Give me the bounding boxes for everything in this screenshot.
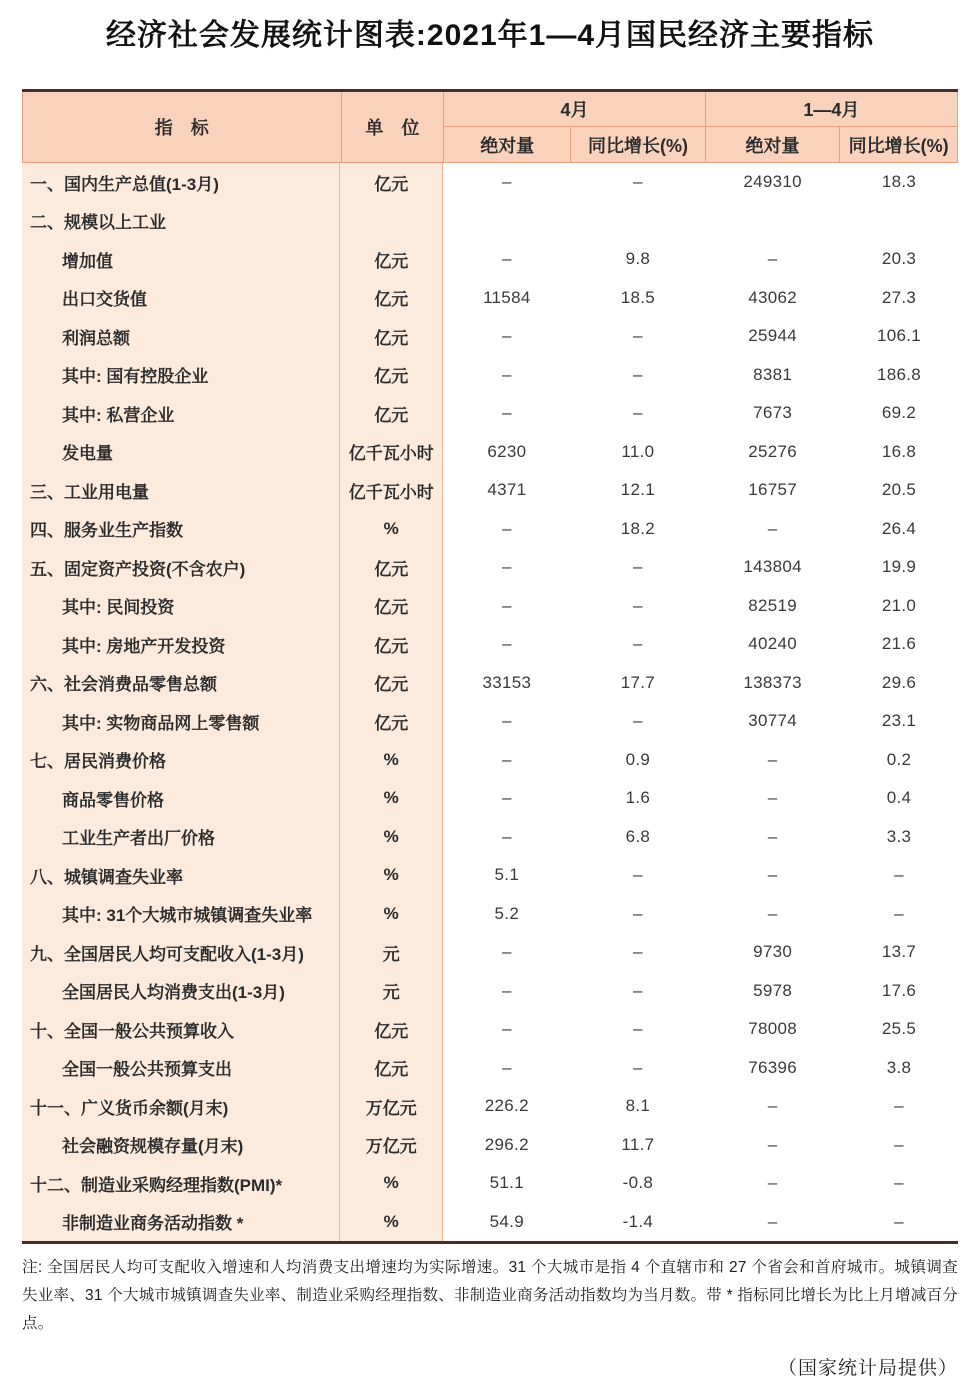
cum-yoy-cell: 29.6	[881, 672, 917, 692]
unit-cell: 万亿元	[340, 1087, 443, 1126]
table-row	[22, 1126, 958, 1165]
cum-yoy-cell: 0.4	[886, 788, 912, 808]
unit-cell: %	[340, 741, 443, 780]
indicator-cell: 其中: 实物商品网上零售额	[22, 702, 340, 741]
unit-cell: 亿元	[340, 1010, 443, 1049]
cum-absolute-cell: 143804	[743, 557, 802, 577]
indicator-cell: 十一、广义货币余额(月末)	[22, 1087, 340, 1126]
table-row	[22, 433, 958, 472]
april-absolute-cell: –	[501, 788, 512, 808]
table-row	[22, 1087, 958, 1126]
april-yoy-cell: 18.2	[620, 518, 655, 538]
indicator-cell: 商品零售价格	[22, 779, 340, 818]
april-yoy-cell: –	[632, 326, 643, 346]
cum-absolute-cell: –	[767, 1134, 778, 1154]
indicator-cell: 其中: 房地产开发投资	[22, 625, 340, 664]
table-row	[22, 1049, 958, 1088]
april-yoy-cell: –	[632, 980, 643, 1000]
cum-absolute-cell: 138373	[743, 672, 802, 692]
attribution: （国家统计局提供）	[777, 1358, 958, 1380]
cum-absolute-cell: 7673	[753, 403, 793, 423]
cum-absolute-cell: 25944	[748, 326, 798, 346]
table-row	[22, 317, 958, 356]
april-absolute-cell: 6230	[487, 441, 527, 461]
april-absolute-cell: –	[501, 1019, 512, 1039]
april-absolute-cell: –	[501, 172, 512, 192]
table-header	[22, 92, 958, 163]
april-absolute-cell: –	[501, 980, 512, 1000]
cum-yoy-cell: 26.4	[881, 518, 917, 538]
april-yoy-cell: –	[632, 942, 643, 962]
indicator-cell: 全国一般公共预算支出	[22, 1049, 340, 1088]
cum-absolute-cell: 43062	[748, 287, 798, 307]
unit-cell: 亿元	[340, 163, 443, 202]
cum-absolute-cell: 30774	[748, 711, 798, 731]
table-row	[22, 356, 958, 395]
cum-absolute-cell: 25276	[748, 441, 798, 461]
april-yoy-cell: –	[632, 172, 643, 192]
april-yoy-cell: 12.1	[620, 480, 655, 500]
april-yoy-cell: –	[632, 634, 643, 654]
indicator-cell: 十二、制造业采购经理指数(PMI)*	[22, 1164, 340, 1203]
cum-yoy-cell: 27.3	[881, 287, 917, 307]
unit-cell: 亿元	[340, 587, 443, 626]
april-yoy-cell: 8.1	[625, 1096, 651, 1116]
unit-cell: 亿元	[340, 702, 443, 741]
table-row	[22, 1010, 958, 1049]
indicator-cell: 十、全国一般公共预算收入	[22, 1010, 340, 1049]
cum-absolute-cell: 8381	[753, 364, 793, 384]
table-row	[22, 279, 958, 318]
unit-cell: %	[340, 895, 443, 934]
cum-yoy-cell: –	[894, 865, 904, 885]
april-absolute-cell: –	[501, 942, 512, 962]
april-yoy-cell: 18.5	[620, 287, 655, 307]
indicator-cell: 其中: 私营企业	[22, 394, 340, 433]
table-row	[22, 895, 958, 934]
cum-absolute-cell: –	[767, 1096, 778, 1116]
unit-cell: 亿元	[340, 356, 443, 395]
table-row	[22, 202, 958, 241]
cum-absolute-cell: 5978	[753, 980, 793, 1000]
april-absolute-cell: 5.1	[494, 865, 520, 885]
unit-cell: 亿元	[340, 394, 443, 433]
table-row	[22, 510, 958, 549]
table-row	[22, 702, 958, 741]
april-absolute-cell: 11584	[483, 287, 531, 307]
unit-cell: 万亿元	[340, 1126, 443, 1165]
april-absolute-cell: 5.2	[494, 903, 520, 923]
april-absolute-cell: 33153	[482, 672, 532, 692]
april-absolute-cell: –	[501, 326, 512, 346]
table-row	[22, 471, 958, 510]
april-yoy-cell: –	[632, 557, 643, 577]
cum-absolute-cell	[705, 202, 840, 241]
indicator-cell: 八、城镇调查失业率	[22, 856, 340, 895]
cum-absolute-cell: 78008	[748, 1019, 798, 1039]
cum-absolute-cell: 82519	[748, 595, 798, 615]
indicator-cell: 社会融资规模存量(月末)	[22, 1126, 340, 1165]
header-indicator: 指 标	[154, 118, 209, 138]
april-absolute-cell: 296.2	[484, 1134, 529, 1154]
cum-absolute-cell: –	[767, 1173, 778, 1193]
april-yoy-cell: 17.7	[620, 672, 655, 692]
unit-cell: %	[340, 1164, 443, 1203]
april-absolute-cell: –	[501, 364, 512, 384]
indicator-cell: 七、居民消费价格	[22, 741, 340, 780]
table-row	[22, 240, 958, 279]
table-row	[22, 818, 958, 857]
cum-absolute-cell: 76396	[748, 1057, 798, 1077]
april-absolute-cell: –	[501, 249, 512, 269]
indicator-cell: 工业生产者出厂价格	[22, 818, 340, 857]
unit-cell: 亿千瓦小时	[340, 433, 443, 472]
indicator-cell: 一、国内生产总值(1-3月)	[22, 163, 340, 202]
april-absolute-cell: –	[501, 634, 512, 654]
header-cum-yoy: 同比增长(%)	[839, 127, 957, 162]
indicator-cell: 其中: 民间投资	[22, 587, 340, 626]
unit-cell: 亿元	[340, 625, 443, 664]
april-yoy-cell: –	[632, 364, 643, 384]
april-absolute-cell: –	[501, 826, 512, 846]
cum-yoy-cell: 21.0	[881, 595, 917, 615]
april-yoy-cell: –	[632, 903, 643, 923]
header-april-yoy: 同比增长(%)	[570, 127, 704, 162]
table-row	[22, 856, 958, 895]
table-row	[22, 587, 958, 626]
unit-cell: 亿元	[340, 240, 443, 279]
april-yoy-cell	[570, 202, 705, 241]
unit-cell: %	[340, 779, 443, 818]
april-yoy-cell: 1.6	[625, 788, 651, 808]
cum-absolute-cell: 16757	[748, 480, 798, 500]
indicator-cell: 四、服务业生产指数	[22, 510, 340, 549]
indicator-cell: 增加值	[22, 240, 340, 279]
cum-yoy-cell: 106.1	[876, 326, 922, 346]
indicator-cell: 利润总额	[22, 317, 340, 356]
indicator-cell: 五、固定资产投资(不含农户)	[22, 548, 340, 587]
indicators-table	[22, 89, 958, 1244]
april-yoy-cell: 11.0	[621, 441, 655, 461]
april-absolute-cell: –	[501, 595, 512, 615]
cum-yoy-cell: 20.5	[881, 480, 917, 500]
header-group-april: 4月	[443, 92, 705, 127]
unit-cell: 元	[340, 972, 443, 1011]
table-row	[22, 394, 958, 433]
indicator-cell: 出口交货值	[22, 279, 340, 318]
april-yoy-cell: –	[632, 1019, 643, 1039]
unit-cell: 亿元	[340, 279, 443, 318]
table-row	[22, 1203, 958, 1242]
april-yoy-cell: –	[632, 1057, 643, 1077]
april-yoy-cell: 0.9	[625, 749, 651, 769]
cum-absolute-cell: –	[767, 249, 778, 269]
april-absolute-cell: 51.1	[489, 1173, 524, 1193]
cum-yoy-cell: 23.1	[881, 711, 917, 731]
cum-absolute-cell: 9730	[753, 942, 793, 962]
april-yoy-cell: 6.8	[625, 826, 651, 846]
april-yoy-cell: –	[632, 865, 643, 885]
cum-absolute-cell: –	[767, 749, 778, 769]
cum-yoy-cell: 3.8	[886, 1057, 912, 1077]
cum-yoy-cell: 25.5	[881, 1019, 917, 1039]
indicator-cell: 全国居民人均消费支出(1-3月)	[22, 972, 340, 1011]
april-absolute-cell: –	[501, 749, 512, 769]
cum-yoy-cell: 19.9	[881, 557, 917, 577]
table-row	[22, 972, 958, 1011]
indicator-cell: 六、社会消费品零售总额	[22, 664, 340, 703]
unit-cell: 亿千瓦小时	[340, 471, 443, 510]
april-absolute-cell: –	[501, 403, 512, 423]
cum-absolute-cell: –	[767, 1211, 778, 1231]
cum-absolute-cell: –	[767, 518, 778, 538]
table-row	[22, 625, 958, 664]
cum-yoy-cell: 18.3	[881, 172, 917, 192]
cum-absolute-cell: –	[767, 826, 778, 846]
april-absolute-cell: 54.9	[489, 1211, 524, 1231]
april-absolute-cell: 4371	[487, 480, 527, 500]
header-unit: 单 位	[341, 92, 444, 162]
cum-absolute-cell: –	[767, 788, 778, 808]
april-yoy-cell: -0.8	[622, 1173, 654, 1193]
indicator-cell: 三、工业用电量	[22, 471, 340, 510]
cum-yoy-cell: 17.6	[881, 980, 917, 1000]
unit-cell: %	[340, 1203, 443, 1242]
cum-yoy-cell: –	[894, 1211, 904, 1231]
cum-yoy-cell: –	[894, 1096, 904, 1116]
april-yoy-cell: –	[632, 403, 643, 423]
footnote: 注: 全国居民人均可支配收入增速和人均消费支出增速均为实际增速。31 个大城市是指 4 个直辖市和 27 个省会和首府城市。城镇调查失业率、31 个大城市城镇调查失业率、制造业采购经理指数、非制造业商务活动指数均为当月数。带 * 指标同比增长为比上月增减百分点。	[22, 1259, 958, 1332]
unit-cell: 元	[340, 933, 443, 972]
cum-yoy-cell: –	[894, 1134, 904, 1154]
unit-cell: 亿元	[340, 548, 443, 587]
april-yoy-cell: -1.4	[622, 1211, 654, 1231]
indicator-cell: 发电量	[22, 433, 340, 472]
unit-cell: %	[340, 856, 443, 895]
unit-cell: 亿元	[340, 317, 443, 356]
unit-cell: 亿元	[340, 664, 443, 703]
cum-absolute-cell: 40240	[748, 634, 798, 654]
indicator-cell: 非制造业商务活动指数 *	[22, 1203, 340, 1242]
april-yoy-cell: 11.7	[621, 1134, 655, 1154]
april-yoy-cell: 9.8	[625, 249, 651, 269]
april-absolute-cell	[443, 202, 570, 241]
table-row	[22, 779, 958, 818]
cum-yoy-cell	[840, 202, 958, 241]
indicator-cell: 其中: 31个大城市城镇调查失业率	[22, 895, 340, 934]
table-row	[22, 741, 958, 780]
cum-yoy-cell: –	[894, 903, 904, 923]
cum-yoy-cell: –	[894, 1173, 904, 1193]
cum-absolute-cell: –	[767, 865, 778, 885]
april-absolute-cell: 226.2	[484, 1096, 529, 1116]
cum-yoy-cell: 3.3	[886, 826, 912, 846]
indicator-cell: 九、全国居民人均可支配收入(1-3月)	[22, 933, 340, 972]
table-row	[22, 548, 958, 587]
april-absolute-cell: –	[501, 711, 512, 731]
header-april-absolute: 绝对量	[443, 127, 570, 162]
cum-yoy-cell: 0.2	[886, 749, 912, 769]
table-row	[22, 163, 958, 202]
april-yoy-cell: –	[632, 595, 643, 615]
cum-yoy-cell: 16.8	[881, 441, 917, 461]
cum-absolute-cell: –	[767, 903, 778, 923]
table-body	[22, 163, 958, 1241]
april-absolute-cell: –	[501, 518, 512, 538]
unit-cell: %	[340, 818, 443, 857]
cum-yoy-cell: 20.3	[881, 249, 917, 269]
unit-cell: %	[340, 510, 443, 549]
cum-yoy-cell: 69.2	[881, 403, 917, 423]
table-row	[22, 664, 958, 703]
april-absolute-cell: –	[501, 557, 512, 577]
april-absolute-cell: –	[501, 1057, 512, 1077]
header-group-jan-april: 1—4月	[705, 92, 957, 127]
cum-yoy-cell: 21.6	[881, 634, 917, 654]
indicator-cell: 其中: 国有控股企业	[22, 356, 340, 395]
table-row	[22, 1164, 958, 1203]
cum-yoy-cell: 13.7	[881, 942, 917, 962]
unit-cell: 亿元	[340, 1049, 443, 1088]
indicator-cell: 二、规模以上工业	[22, 202, 340, 241]
cum-absolute-cell: 249310	[743, 172, 802, 192]
page-title: 经济社会发展统计图表:2021年1—4月国民经济主要指标	[105, 19, 875, 52]
unit-cell	[340, 202, 443, 241]
cum-yoy-cell: 186.8	[876, 364, 922, 384]
april-yoy-cell: –	[632, 711, 643, 731]
table-row	[22, 933, 958, 972]
header-cum-absolute: 绝对量	[705, 127, 839, 162]
